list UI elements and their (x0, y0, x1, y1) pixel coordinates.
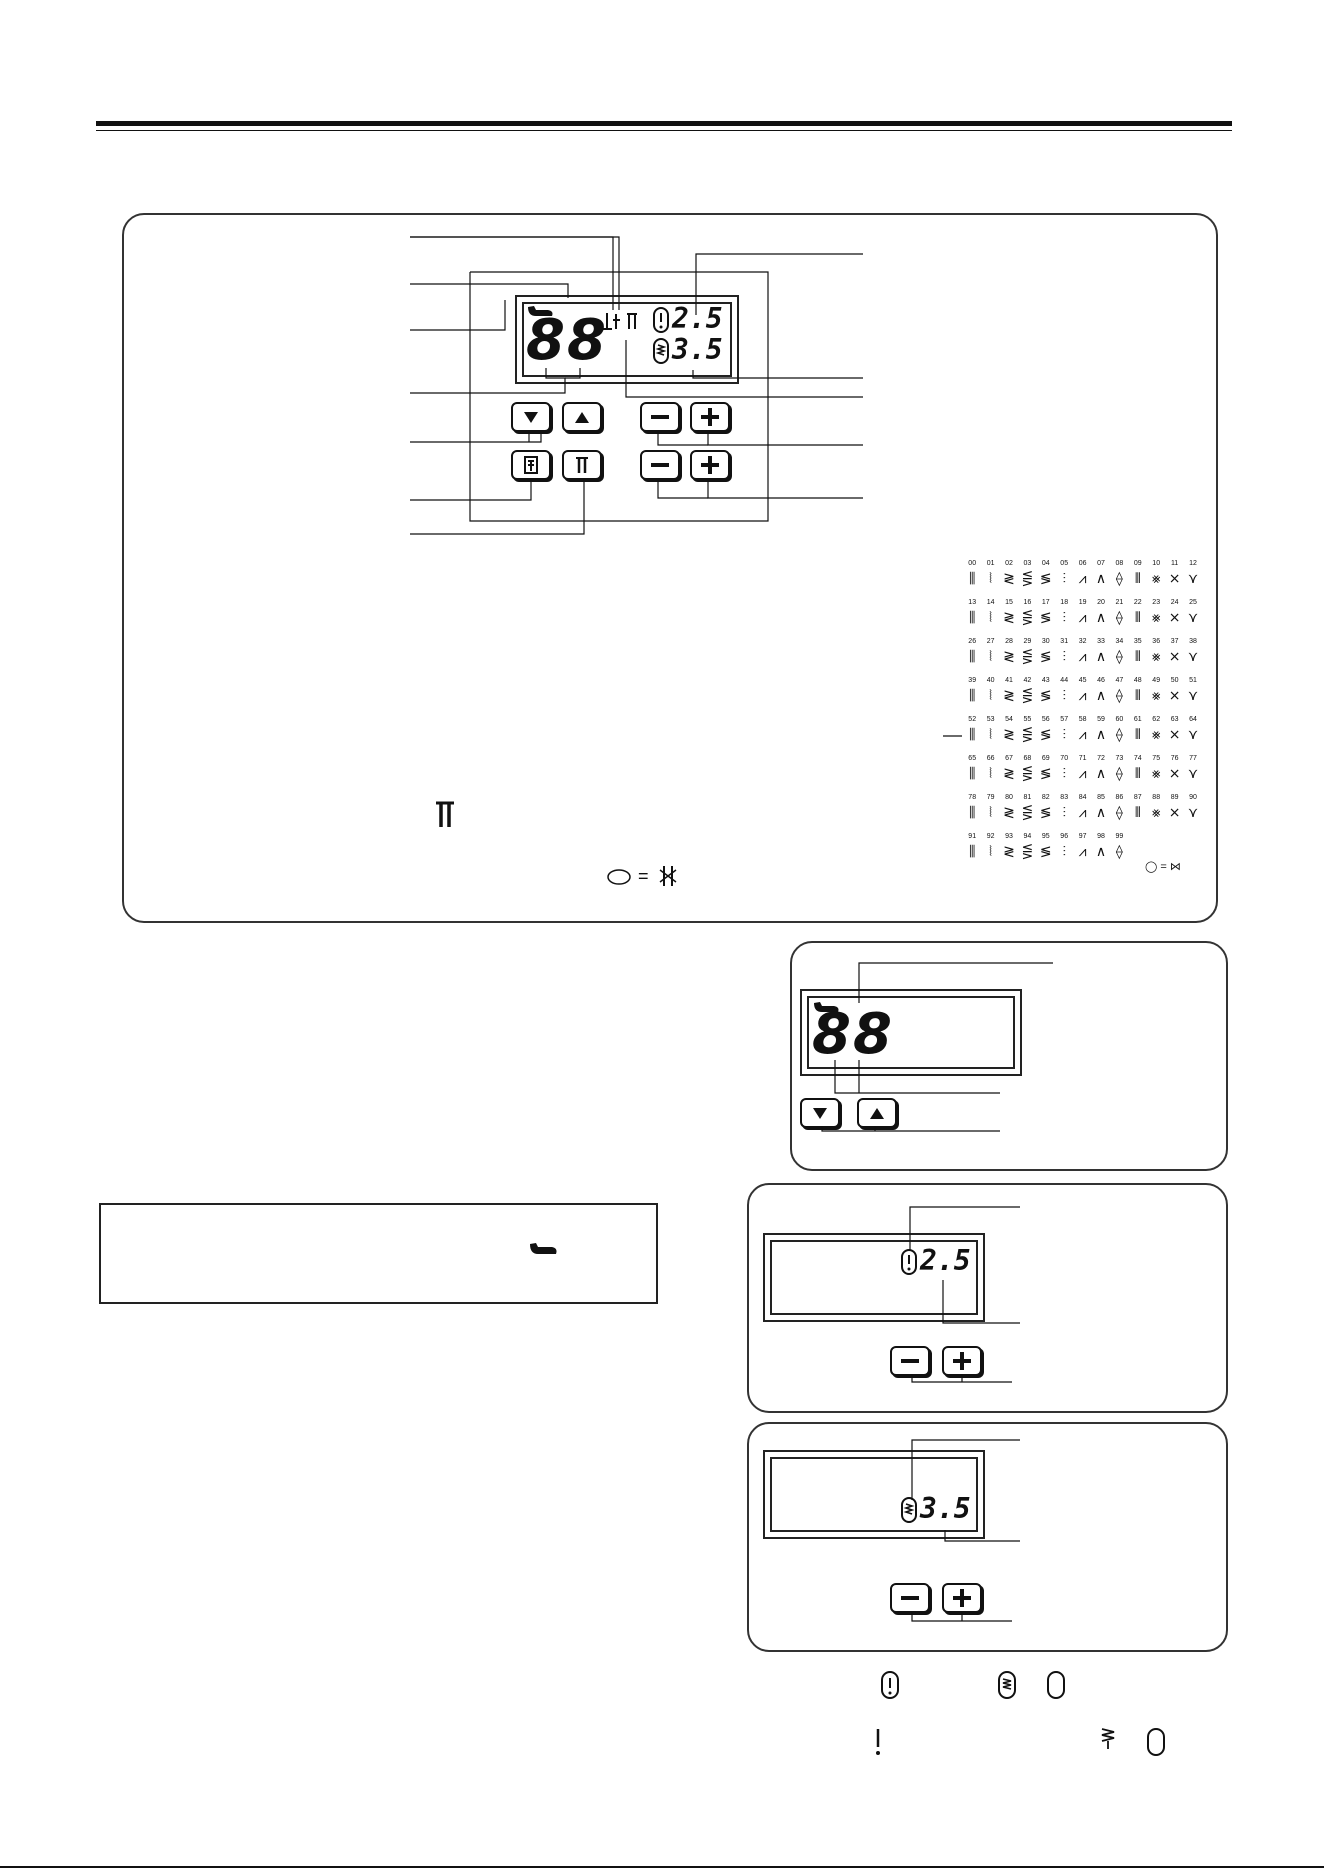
stitch-pattern-number: 20 (1097, 599, 1105, 606)
stitch-glyph-icon: ≷ (1003, 726, 1015, 742)
stitch-glyph-icon: ≷ (1003, 765, 1015, 781)
stitch-glyph-icon: ≶ (1039, 843, 1052, 859)
stitch-glyph-icon: ⋎ (1187, 687, 1199, 703)
stitch-glyph-icon: ⫼ (968, 570, 976, 586)
stitch-glyph-icon: ⩘ (1078, 804, 1087, 820)
stitch-glyph-icon: ≷ (1003, 609, 1015, 625)
stitch-glyph-icon: ≷ (1003, 687, 1015, 703)
stitch-glyph-icon: ≶ (1039, 765, 1052, 781)
stitch-glyph-icon: ⫼ (968, 609, 976, 625)
stitch-glyph-icon: ⦀ (1134, 648, 1141, 664)
stitch-pattern-number: 83 (1060, 794, 1069, 801)
stitch-pattern-number: 36 (1152, 638, 1161, 645)
stitch-pattern-number: 88 (1152, 794, 1161, 801)
stitch-glyph-icon: ⋚ (1021, 687, 1034, 703)
stitch-glyph-icon: ⨯ (1168, 726, 1181, 742)
stitch-glyph-icon: ⨳ (1151, 648, 1161, 664)
stitch-glyph-icon: ⩘ (1078, 726, 1087, 742)
stitch-glyph-icon: ⋎ (1187, 609, 1199, 625)
stitch-pattern-number: 31 (1060, 638, 1069, 645)
stitch-pattern-number: 02 (1005, 560, 1013, 567)
stitch-pattern-number: 75 (1152, 755, 1161, 762)
stitch-pattern-number: 26 (968, 638, 977, 645)
stitch-pattern-number: 30 (1041, 638, 1050, 645)
stitch-glyph-icon: ∧ (1095, 687, 1107, 703)
stitch-pattern-number: 15 (1005, 599, 1013, 606)
stitch-glyph-icon: ⨯ (1168, 765, 1181, 781)
stitch-glyph-icon: ⟠ (1115, 765, 1123, 781)
stitch-pattern-number: 74 (1133, 755, 1142, 762)
stitch-pattern-number: 16 (1023, 599, 1032, 606)
stitch-pattern-number: 22 (1133, 599, 1142, 606)
stitch-glyph-icon: ⫶ (1062, 726, 1066, 742)
stitch-glyph-icon: ⦀ (1134, 687, 1141, 703)
stitch-glyph-icon: ⦚ (989, 804, 993, 820)
stitch-glyph-icon: ⟠ (1115, 687, 1123, 703)
stitch-glyph-icon: ⨳ (1151, 804, 1161, 820)
stitch-pattern-number: 48 (1133, 677, 1142, 684)
stitch-pattern-number: 87 (1133, 794, 1142, 801)
stitch-glyph-icon: ⟠ (1115, 609, 1123, 625)
stitch-pattern-number: 51 (1189, 677, 1197, 684)
stitch-pattern-number: 13 (968, 599, 977, 606)
stitch-glyph-icon: ⫼ (968, 687, 976, 703)
stitch-pattern-number: 65 (968, 755, 977, 762)
stitch-glyph-icon: ≶ (1039, 726, 1052, 742)
stitch-glyph-icon: ⫼ (968, 765, 976, 781)
stitch-pattern-number: 43 (1041, 677, 1050, 684)
stitch-pattern-number: 67 (1005, 755, 1013, 762)
stitch-pattern-number: 44 (1060, 677, 1069, 684)
stitch-glyph-icon: ⦀ (1134, 570, 1141, 586)
stitch-pattern-number: 97 (1078, 833, 1087, 840)
stitch-pattern-number: 37 (1170, 638, 1179, 645)
stitch-pattern-number: 21 (1115, 599, 1124, 606)
stitch-pattern-number: 00 (968, 560, 977, 567)
stitch-pattern-number: 42 (1023, 677, 1032, 684)
stitch-pattern-number: 32 (1078, 638, 1087, 645)
stitch-glyph-icon: ∧ (1095, 570, 1107, 586)
stitch-glyph-icon: ⋎ (1187, 570, 1199, 586)
stitch-pattern-number: 99 (1115, 833, 1124, 840)
stitch-glyph-icon: ≶ (1039, 570, 1052, 586)
stitch-glyph-icon: ⨯ (1168, 570, 1181, 586)
stitch-pattern-number: 52 (968, 716, 977, 723)
stitch-glyph-icon: ∧ (1095, 804, 1107, 820)
stitch-glyph-icon: ⩘ (1078, 687, 1087, 703)
stitch-pattern-number: 01 (986, 560, 995, 567)
stitch-glyph-icon: ⋚ (1021, 726, 1034, 742)
stitch-pattern-number: 29 (1023, 638, 1032, 645)
stitch-pattern-number: 49 (1152, 677, 1161, 684)
stitch-pattern-number: 54 (1005, 716, 1013, 723)
stitch-pattern-number: 98 (1097, 833, 1105, 840)
stitch-pattern-number: 14 (986, 599, 995, 606)
stitch-pattern-number: 69 (1041, 755, 1050, 762)
stitch-glyph-icon: ⦚ (989, 609, 993, 625)
stitch-glyph-icon: ∧ (1095, 726, 1107, 742)
stitch-pattern-number: 91 (968, 833, 977, 840)
stitch-pattern-number: 57 (1060, 716, 1069, 723)
stitch-pattern-number: 38 (1189, 638, 1197, 645)
stitch-pattern-number: 04 (1041, 560, 1050, 567)
stitch-pattern-number: 86 (1115, 794, 1124, 801)
stitch-glyph-icon: ⨳ (1151, 687, 1161, 703)
stitch-pattern-number: 53 (986, 716, 995, 723)
stitch-glyph-icon: ⫶ (1062, 648, 1066, 664)
stitch-pattern-number: 07 (1097, 560, 1105, 567)
stitch-pattern-number: 68 (1023, 755, 1032, 762)
stitch-pattern-number: 34 (1115, 638, 1124, 645)
stitch-glyph-icon: ⫼ (968, 804, 976, 820)
stitch-glyph-icon: ⋎ (1187, 648, 1199, 664)
stitch-glyph-icon: ⩘ (1078, 843, 1087, 859)
stitch-pattern-number: 61 (1133, 716, 1142, 723)
stitch-glyph-icon: ⋚ (1021, 765, 1034, 781)
stitch-glyph-icon: ≶ (1039, 804, 1052, 820)
stitch-glyph-icon: ⦚ (989, 765, 993, 781)
stitch-pattern-number: 03 (1023, 560, 1032, 567)
stitch-pattern-number: 71 (1078, 755, 1087, 762)
stitch-pattern-number: 82 (1041, 794, 1050, 801)
stitch-pattern-number: 33 (1097, 638, 1105, 645)
stitch-glyph-icon: ⟠ (1115, 804, 1123, 820)
stitch-pattern-number: 64 (1189, 716, 1197, 723)
stitch-pattern-number: 78 (968, 794, 977, 801)
stitch-glyph-icon: ⋚ (1021, 570, 1034, 586)
stitch-pattern-number: 66 (986, 755, 995, 762)
stitch-glyph-icon: ⨳ (1151, 609, 1161, 625)
stitch-pattern-number: 08 (1115, 560, 1124, 567)
stitch-pattern-number: 79 (986, 794, 995, 801)
stitch-length-value: 2.5 (672, 302, 723, 335)
stitch-glyph-icon: ⫶ (1062, 843, 1066, 859)
stitch-glyph-icon: ⦀ (1134, 765, 1141, 781)
stitch-glyph-icon: ≷ (1003, 843, 1015, 859)
stitch-glyph-icon: ⦚ (989, 726, 993, 742)
stitch-pattern-number: 35 (1133, 638, 1142, 645)
stitch-glyph-icon: ⟠ (1115, 648, 1123, 664)
stitch-glyph-icon: ⩘ (1078, 765, 1087, 781)
stitch-glyph-icon: ⫶ (1062, 609, 1066, 625)
stitch-pattern-number: 28 (1005, 638, 1013, 645)
stitch-pattern-number: 95 (1041, 833, 1050, 840)
stitch-pattern-number: 58 (1078, 716, 1087, 723)
stitch-glyph-icon: ⨯ (1168, 609, 1181, 625)
stitch-pattern-number: 92 (986, 833, 995, 840)
stitch-pattern-number: 90 (1189, 794, 1197, 801)
stitch-pattern-number: 40 (986, 677, 995, 684)
stitch-glyph-icon: ⟠ (1115, 726, 1123, 742)
stitch-glyph-icon: ⫶ (1062, 687, 1066, 703)
stitch-pattern-number: 17 (1041, 599, 1050, 606)
stitch-pattern-number: 84 (1078, 794, 1087, 801)
stitch-pattern-number: 12 (1189, 560, 1197, 567)
stitch-pattern-number: 46 (1097, 677, 1105, 684)
legend-equals: = (638, 866, 649, 886)
stitch-glyph-icon: ≶ (1039, 648, 1052, 664)
stitch-glyph-icon: ∧ (1095, 609, 1107, 625)
stitch-glyph-icon: ≷ (1003, 570, 1015, 586)
stitch-glyph-icon: ⦀ (1134, 609, 1141, 625)
pattern-number-display: 88 (812, 1002, 894, 1067)
stitch-pattern-number: 41 (1005, 677, 1013, 684)
stitch-glyph-icon: ⨳ (1151, 570, 1161, 586)
stitch-glyph-icon: ≶ (1039, 687, 1052, 703)
stitch-glyph-icon: ⫶ (1062, 765, 1066, 781)
stitch-glyph-icon: ⦀ (1134, 804, 1141, 820)
stitch-pattern-number: 70 (1060, 755, 1069, 762)
stitch-glyph-icon: ⫶ (1062, 570, 1066, 586)
stitch-pattern-number: 81 (1023, 794, 1032, 801)
stitch-pattern-number: 94 (1023, 833, 1032, 840)
stitch-glyph-icon: ⋎ (1187, 765, 1199, 781)
stitch-pattern-number: 96 (1060, 833, 1069, 840)
stitch-width-value: 3.5 (920, 1492, 971, 1525)
stitch-width-value: 3.5 (672, 333, 723, 366)
stitch-pattern-number: 27 (986, 638, 995, 645)
stitch-pattern-number: 50 (1170, 677, 1179, 684)
stitch-glyph-icon: ⨯ (1168, 804, 1181, 820)
stitch-glyph-icon: ⟠ (1115, 843, 1123, 859)
stitch-glyph-icon: ⩘ (1078, 648, 1087, 664)
stitch-pattern-number: 60 (1115, 716, 1124, 723)
stitch-glyph-icon: ⫼ (968, 843, 976, 859)
stitch-pattern-number: 09 (1133, 560, 1142, 567)
stitch-glyph-icon: ⫼ (968, 726, 976, 742)
stitch-pattern-number: 24 (1170, 599, 1179, 606)
stitch-length-value: 2.5 (920, 1244, 971, 1277)
stitch-glyph-icon: ⨯ (1168, 687, 1181, 703)
stitch-pattern-number: 23 (1152, 599, 1161, 606)
footer-rule (0, 1866, 1324, 1868)
stitch-pattern-number: 80 (1005, 794, 1013, 801)
stitch-glyph-icon: ⫼ (968, 648, 976, 664)
stitch-glyph-icon: ∧ (1095, 843, 1107, 859)
stitch-pattern-number: 05 (1060, 560, 1069, 567)
stitch-pattern-number: 72 (1097, 755, 1105, 762)
stitch-glyph-icon: ⫶ (1062, 804, 1066, 820)
stitch-pattern-number: 25 (1189, 599, 1197, 606)
stitch-pattern-number: 06 (1078, 560, 1087, 567)
stitch-pattern-number: 62 (1152, 716, 1161, 723)
stitch-pattern-number: 47 (1115, 677, 1124, 684)
stitch-pattern-number: 56 (1041, 716, 1050, 723)
stitch-glyph-icon: ⦚ (989, 687, 993, 703)
stitch-glyph-icon: ⋎ (1187, 804, 1199, 820)
stitch-glyph-icon: ⋎ (1187, 726, 1199, 742)
stitch-glyph-icon: ⨯ (1168, 648, 1181, 664)
stitch-pattern-number: 76 (1170, 755, 1179, 762)
stitch-glyph-icon: ⨳ (1151, 726, 1161, 742)
stitch-pattern-number: 73 (1115, 755, 1124, 762)
stitch-pattern-number: 18 (1060, 599, 1069, 606)
stitch-glyph-icon: ⦚ (989, 570, 993, 586)
stitch-glyph-icon: ∧ (1095, 648, 1107, 664)
stitch-pattern-number: 45 (1078, 677, 1087, 684)
stitch-glyph-icon: ⋚ (1021, 843, 1034, 859)
stitch-glyph-icon: ⋚ (1021, 609, 1034, 625)
stitch-pattern-number: 89 (1170, 794, 1179, 801)
stitch-pattern-number: 11 (1170, 560, 1179, 567)
stitch-glyph-icon: ≶ (1039, 609, 1052, 625)
stitch-glyph-icon: ≷ (1003, 648, 1015, 664)
stitch-pattern-number: 19 (1078, 599, 1087, 606)
stitch-glyph-icon: ⋚ (1021, 804, 1034, 820)
stitch-glyph-icon: ⦚ (989, 648, 993, 664)
stitch-glyph-icon: ⩘ (1078, 609, 1087, 625)
stitch-glyph-icon: ≷ (1003, 804, 1015, 820)
stitch-pattern-number: 39 (968, 677, 977, 684)
stitch-glyph-icon: ⦚ (989, 843, 993, 859)
chart-legend-icon: ◯ = ⋈ (1145, 861, 1181, 873)
stitch-glyph-icon: ⋚ (1021, 648, 1034, 664)
stitch-pattern-number: 77 (1189, 755, 1197, 762)
stitch-glyph-icon: ⟠ (1115, 570, 1123, 586)
pattern-number-display: 88 (526, 308, 608, 373)
stitch-pattern-number: 10 (1152, 560, 1161, 567)
stitch-pattern-number: 59 (1097, 716, 1105, 723)
stitch-glyph-icon: ∧ (1095, 765, 1107, 781)
stitch-pattern-number: 63 (1170, 716, 1179, 723)
stitch-glyph-icon: ⨳ (1151, 765, 1161, 781)
stitch-pattern-number: 93 (1005, 833, 1013, 840)
stitch-glyph-icon: ⩘ (1078, 570, 1087, 586)
stitch-pattern-number: 85 (1097, 794, 1105, 801)
stitch-glyph-icon: ⦀ (1134, 726, 1141, 742)
stitch-pattern-number: 55 (1023, 716, 1032, 723)
